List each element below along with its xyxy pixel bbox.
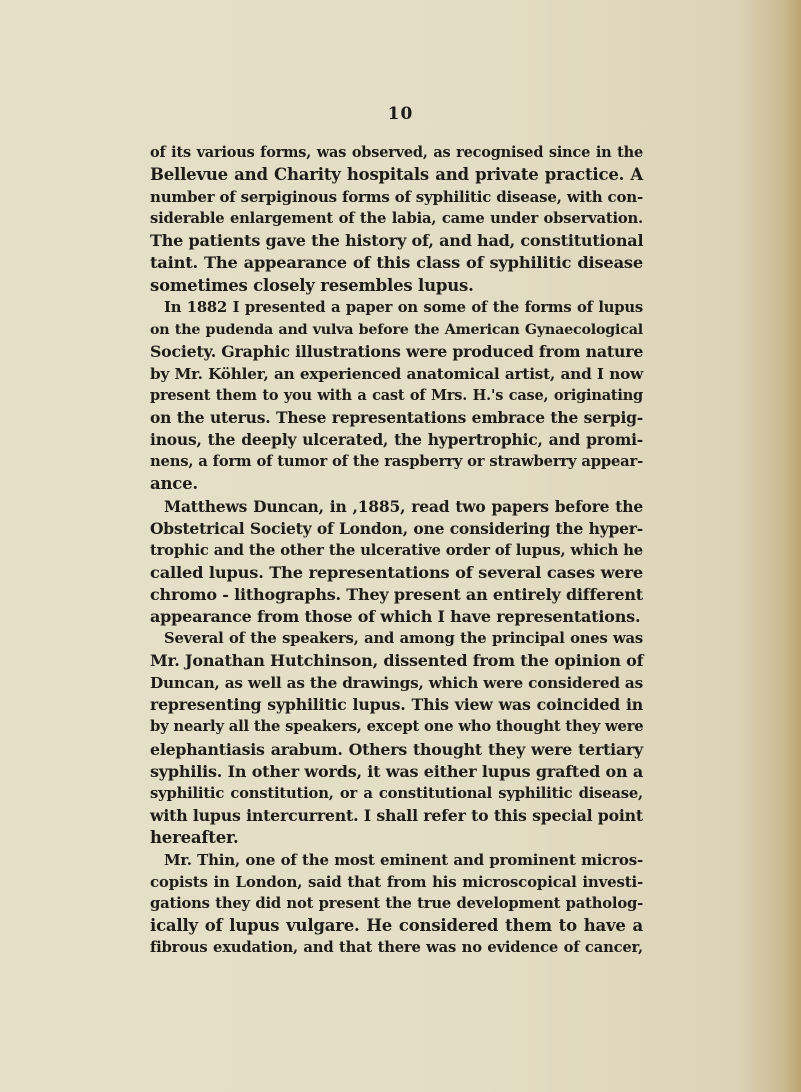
text-line: chromo - lithographs. They present an entirely different: [150, 584, 643, 604]
text-line: appearance from those of which I have representations.: [150, 606, 641, 626]
text-line: ically of lupus vulgare. He considered them to have a: [150, 916, 643, 936]
text-line: syphilitic constitution, or a constitutional syphilitic disease,: [150, 784, 643, 802]
text-line: on the uterus. These representations embrace the serpig-: [150, 408, 643, 428]
text-line: Duncan, as well as the drawings, which were considered as: [150, 674, 643, 693]
text-line: ance.: [150, 474, 198, 494]
text-line: copists in London, said that from his microscopical investi-: [150, 873, 643, 892]
text-line: of its various forms, was observed, as recognised since in the: [150, 144, 643, 161]
text-line: siderable enlargement of the labia, came under observation.: [150, 210, 643, 228]
text-line: taint. The appearance of this class of syphilitic disease: [150, 253, 643, 273]
text-line: representing syphilitic lupus. This view was coincided in: [150, 695, 643, 715]
text-line: Several of the speakers, and among the principal ones was: [164, 630, 643, 648]
text-line: Society. Graphic illustrations were produced from nature: [150, 341, 644, 361]
text-line: sometimes closely resembles lupus.: [150, 275, 474, 295]
text-line: with lupus intercurrent. I shall refer to this special point: [150, 805, 643, 825]
text-line: syphilis. In other words, it was either lupus grafted on a: [150, 761, 643, 781]
text-line: by nearly all the speakers, except one who thought they were: [150, 718, 644, 736]
text-line: inous, the deeply ulcerated, the hypertrophic, and promi-: [150, 430, 643, 450]
text-line: by Mr. Köhler, an experienced anatomical artist, and I now: [150, 364, 643, 383]
text-line: fibrous exudation, and that there was no evidence of cancer,: [150, 939, 643, 957]
text-line: gations they did not present the true development patholog-: [150, 895, 643, 913]
page-number: 10: [387, 104, 414, 124]
text-line: present them to you with a cast of Mrs. H.'s case, originating: [150, 387, 643, 405]
text-line: Bellevue and Charity hospitals and private practice. A: [150, 165, 643, 185]
text-line: number of serpiginous forms of syphilitic disease, with con-: [150, 188, 643, 207]
text-line: nens, a form of tumor of the raspberry or strawberry appear-: [150, 453, 643, 471]
body-text: [150, 142, 643, 959]
text-line: Matthews Duncan, in ,1885, read two papers before the: [164, 496, 643, 516]
text-line: trophic and the other the ulcerative order of lupus, which he: [150, 541, 643, 559]
text-line: Mr. Jonathan Hutchinson, dissented from the opinion of: [150, 651, 644, 671]
text-line: on the pudenda and vulva before the American Gynaecological: [150, 321, 643, 338]
text-line: Mr. Thin, one of the most eminent and prominent micros-: [164, 851, 643, 869]
text-line: In 1882 I presented a paper on some of the forms of lupus: [164, 298, 643, 316]
text-line: hereafter.: [150, 827, 239, 847]
text-line: Obstetrical Society of London, one considering the hyper-: [150, 518, 643, 538]
text-line: called lupus. The representations of several cases were: [150, 562, 643, 582]
text-line: elephantiasis arabum. Others thought they were tertiary: [150, 739, 643, 759]
text-line: The patients gave the history of, and had, constitutional: [150, 231, 644, 251]
